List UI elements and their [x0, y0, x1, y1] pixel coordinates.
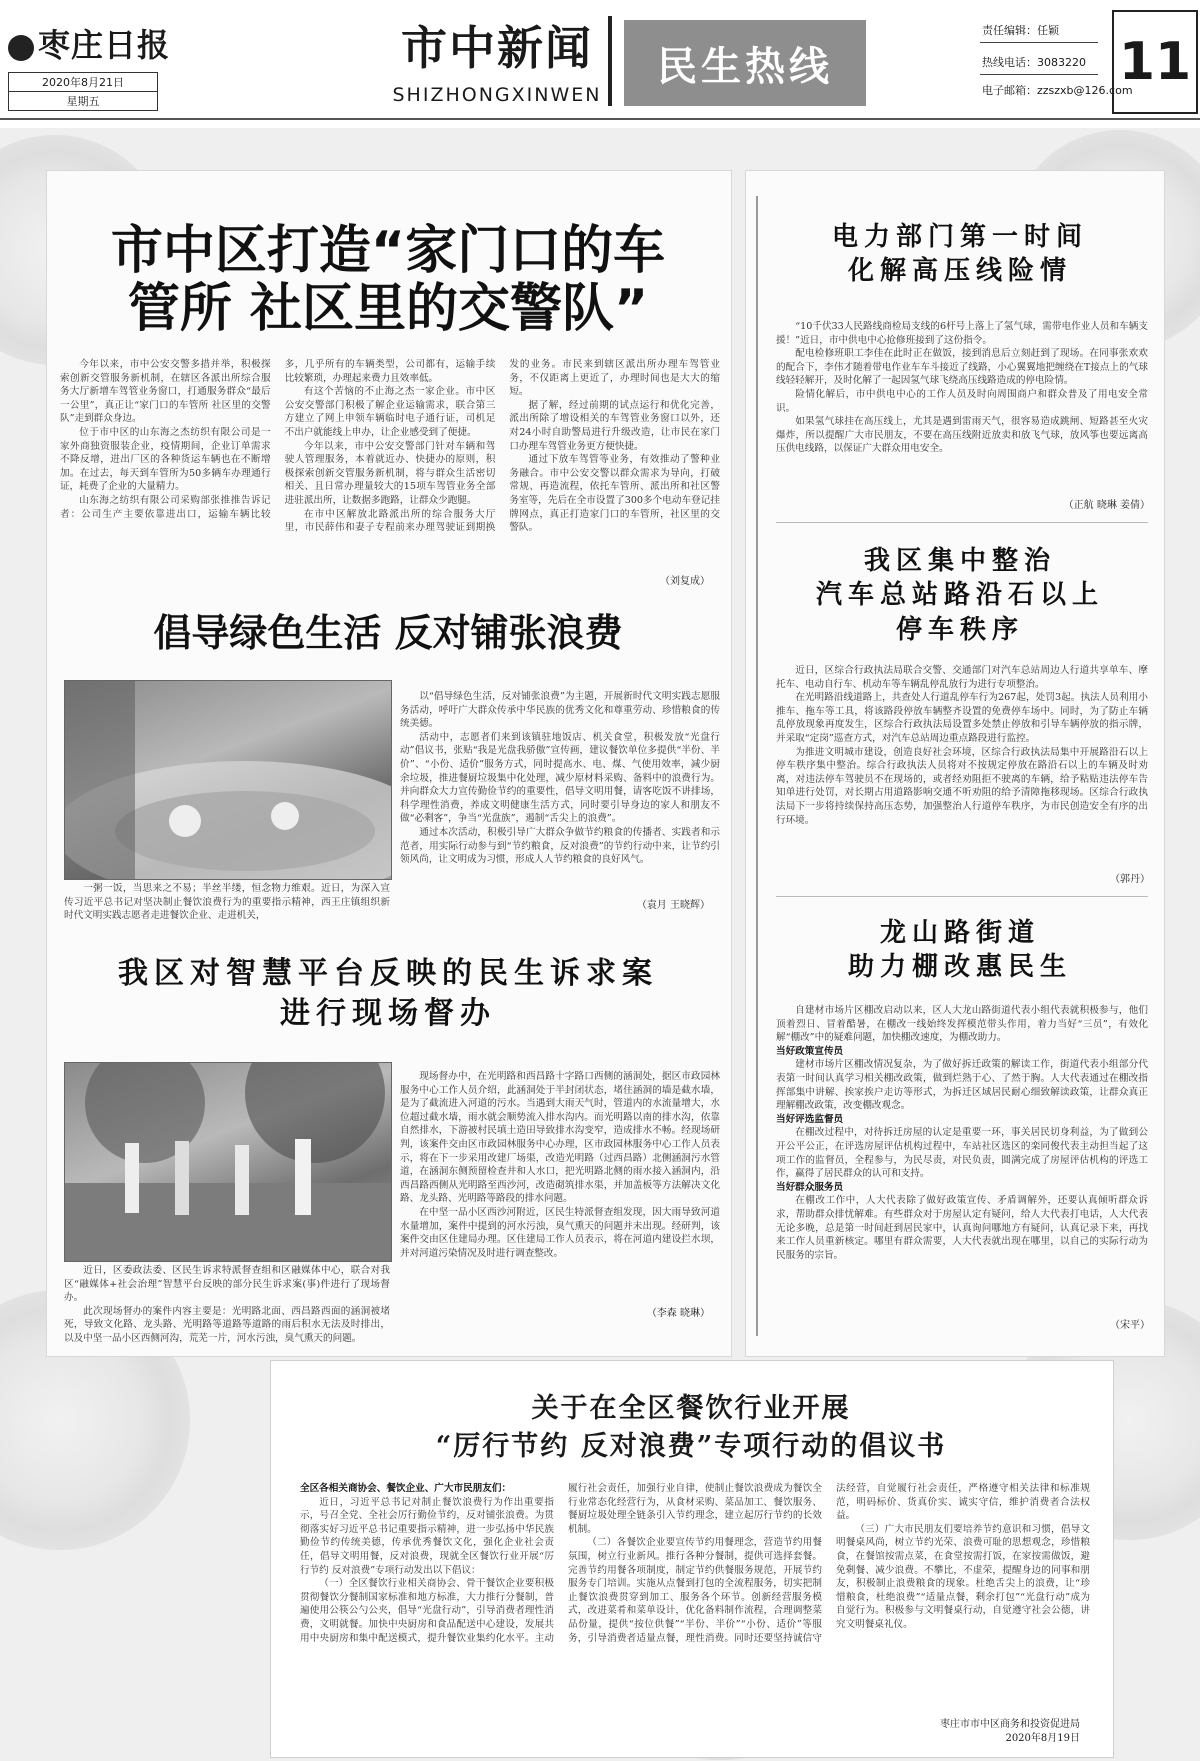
section-pinyin: SHIZHONGXINWEN [392, 84, 602, 106]
paragraph: （二）各餐饮企业要宣传节约用餐理念，营造节约用餐氛围，树立行业新风。推行各种分餐制，提供可选择套餐。完善节约用餐各项制度，制定节约供餐服务规范，开展节约服务专门培训。实施从点餐到打包的全流程服务，切实把制止餐饮浪费贯穿到加工、服务各个环节。创新经营服务模式，改进菜肴和菜单设计，优化备料制作流程，合理调整菜品份量，提供“按位供餐”“半份、半价”“小份、适价”等服务，引导消费者适量点餐，理性消费。同时还要坚持诚信守法经营，自觉履行社会责任，严格遵守相关法律和标准规范，明码标价、货真价实、诚实守信，维护消费者合法权益。 [568, 1483, 1090, 1644]
paragraph: 在棚改工作中，人大代表除了做好政策宣传、矛盾调解外，还要认真倾听群众诉求，帮助群众排忧解难。有些群众对于房屋认定有疑问，给人大代表打电话，人大代表无论多晚，总是第一时间赶到居民家中，认真询问哪地方有疑问，认真记录下来，再找来工作人员重新核定。哪里有群众需要，人大代表就出现在哪里，以自己的实际行动为民服务的宗旨。 [776, 1195, 1148, 1261]
green-article-body [400, 690, 720, 898]
restaurant-table-photo [64, 680, 392, 880]
proposal-headline [270, 1390, 1112, 1466]
headline-line: 管所 社区里的交警队” [127, 279, 649, 340]
hotline-info: 热线电话：3083220 [982, 56, 1086, 69]
paragraph: 建材市场片区棚改情况复杂，为了做好拆迁政策的解读工作，街道代表小组部分代表第一时间认真学习相关棚改政策，做到烂熟于心、了然于胸。人大代表通过在棚改指挥部集中讲解、挨家挨户走访等形式，为拆迁区域居民耐心细致解读政策，让群众真正理解棚改政策，改变棚改观念。 [776, 1059, 1148, 1112]
paragraph: 今年以来，市中公安交警多措并举，积极探索创新交管服务新机制，在辖区各派出所综合服务大厅新增车驾管业务窗口，打通服务群众“最后一公里”，真正让“家门口的车管所 社区里的交警队”走到群众身边。 [60, 359, 271, 425]
subsection-heading: 当好政策宣传员 [776, 1045, 844, 1057]
paragraph: 通过下放车驾管等业务，有效推动了警种业务融合。市中公安交警以群众需求为导向，打破常规、再造流程，依托车管所、派出所和社区警务室等，先后在全市设置了300多个电动车登记挂牌网点，真正打造家门口的车管所，社区里的交警队。 [509, 454, 720, 534]
green-byline: （袁月 王晓辉） [636, 900, 710, 911]
headline-line: 我区对智慧平台反映的民生诉求案 [118, 956, 658, 991]
paragraph: 位于市中区的山东海之杰纺织有限公司是一家外商独资服装企业，疫情期间，企业订单需求不降反增，进出厂区的各种货运车辆也在不断增加。在过去，每天到车管所为50多辆车办理通行证，耗费了企业的大量精力。 [60, 426, 271, 493]
subsection-heading: 当好评选监督员 [776, 1113, 844, 1125]
newspaper-logo [8, 20, 170, 66]
logo-text: 枣庄日报 [38, 26, 171, 64]
sign-date: 2020年8月19日 [1005, 1733, 1080, 1744]
table-photo-illustration [65, 681, 391, 879]
issue-weekday: 星期五 [9, 91, 157, 110]
headline-line: 进行现场督办 [280, 995, 496, 1031]
paragraph: 配电检修班职工李佳在此时正在做饭，接到消息后立刻赶到了现场。在同事张欢欢的配合下，李伟才随着带电作业车车斗接近了线路，小心翼翼地把缠绕在T接点上的气球线轻轻解开，及时化解了一起因氢气球飞绕高压线路造成的停电险情。 [776, 348, 1148, 387]
power-article-headline [760, 220, 1160, 289]
paragraph: 在棚改过程中，对待拆迁房屋的认定是重要一环，事关居民切身利益，为了做到公开公平公正，在评选房屋评估机构过程中，车站社区选区的栾同俊代表主动担当起了这项工作的监督员，全程参与，为民尽责，对民负责，圆满完成了房屋评估机构的评选工作，赢得了居民群众的认可和支持。 [776, 1127, 1148, 1180]
headline-line: 龙山路街道 [879, 918, 1040, 948]
paragraph: 在中坚一品小区西沙河附近，区民生特派督查组发现，因大雨导致河道水量增加，案件中提到的河水污浊，臭气熏天的问题并未出现。经研判，该案件交由区住建局办理。区住建局工作人员表示，将在河道内建设拦水坝，并对河道污染情况及时进行调查整改。 [400, 1206, 720, 1259]
editor-info: 责任编辑：任颖 [982, 24, 1059, 37]
page-number: 11 [1112, 10, 1198, 114]
paragraph: 以“倡导绿色生活，反对铺张浪费”为主题，开展新时代文明实践志愿服务活动，呼吁广大群众传承中华民族的优秀文化和尊重劳动、珍惜粮食的传统美德。 [400, 691, 720, 730]
paragraph: 险情化解后，市中供电中心的工作人员及时向周围商户和群众普及了用电安全常识。 [776, 388, 1148, 414]
smart-platform-byline: （李森 晓琳） [646, 1308, 710, 1319]
logo-emblem-icon [8, 35, 34, 61]
paragraph: 如果氢气球挂在高压线上，尤其是遇到雷雨天气，很容易造成跳闸、短路甚至火灾爆炸，所以提醒广大市民朋友，不要在高压线附近放卖和放飞气球，放风筝也要远离高压供电线路，以保证广大群众用电安全。 [776, 416, 1148, 455]
article-separator [776, 522, 1148, 523]
traffic-article-body [60, 358, 720, 570]
paragraph: 今年以来，市中公安交警部门针对车辆和驾驶人管理服务，本着就近办、快捷办的原则，积极探索创新交管服务新机制，将与群众生活密切相关、且日常办理量较大的15项车驾管业务全部进驻派出所，让数据多跑路，让群众少跑腿。 [284, 440, 496, 506]
paragraph: 通过本次活动，积极引导广大群众争做节约粮食的传播者、实践者和示范者，用实际行动参与到“节约粮食，反对浪费”的节约行动中来，让节约引领风尚，让文明成为习惯，形成人人节约粮食的良好风气。 [400, 826, 720, 866]
longshan-article-headline [760, 916, 1160, 985]
longshan-article-body [776, 1004, 1148, 1314]
headline-line: 化解高压线险情 [847, 256, 1072, 287]
longshan-byline: （宋平） [1110, 1320, 1150, 1331]
paragraph: 在市中区解放北路派出所的综合服务大厅里，市民薛伟和妻子专程前来办理驾驶证到期换发的业务。市民来到辖区派出所办理车驾管业务，不仅距离上更近了，办理时间也是大大的缩短。 [284, 359, 720, 534]
paragraph: 现场督办中，在光明路和西昌路十字路口西侧的涵洞处，据区市政园林服务中心工作人员介绍，此涵洞处于半封闭状态，堵住涵洞的墙是截水墙，是为了截流进入河道的污水。当遇到大雨天气时，管道内的水流量增大，水位超过截水墙，雨水就会顺势流入排水沟内。而光明路以南的排水沟，依靠自然排水，下游被村民填土造田导致排水沟变窄，造成排水不畅。经现场研判，该案件交由区市政园林服务中心办理，区市政园林服务中心工作人员表示，将在下一步采用改建厂场渠，改造光明路（过西昌路）北侧涵洞污水管道，在涵洞东侧预留检查井和人水口，把光明路北侧的雨水接入涵洞内，沿西昌路西侧从光明路至西沙河，改造砌筑排水渠，并加盖板等方法解决文化路、龙头路、光明路等路段的排水问题。 [400, 1071, 720, 1205]
caption-text: 一粥一饭，当思来之不易；半丝半缕，恒念物力维艰。近日，为深入宣传习近平总书记对坚决制止餐饮浪费行为的重要指示精神，西王庄镇组织新时代文明实践志愿者走进餐饮企业、走进机关， [64, 883, 390, 922]
power-byline: （正航 晓琳 姜倩） [1063, 500, 1150, 511]
paragraph: 据了解，经过前期的试点运行和优化完善，派出所除了增设相关的车驾管业务窗口以外，还对24小时自助警局进行升级改造，让市民在家门口办理车驾管业务更方便快捷。 [509, 399, 720, 452]
headline-line: 汽车总站路沿石以上 [815, 580, 1104, 611]
right-column-rule [756, 196, 758, 1336]
green-photo-caption [64, 882, 390, 926]
proposal-body [300, 1482, 1090, 1716]
parking-article-headline [760, 544, 1160, 647]
paragraph: （三）广大市民朋友们要培养节约意识和习惯，倡导文明餐桌风尚，树立节约光荣、浪费可耻的思想观念，珍惜粮食，在餐馆按需点菜，在食堂按需打饭，在家按需做饭，避免剩餐、减少浪费。不攀比，不虚荣，提醒身边的同事和朋友，积极制止浪费粮食的现象。杜绝舌尖上的浪费，让“珍惜粮食，杜绝浪费”“适量点餐，剩余打包”“光盘行动”成为自觉行为。积极参与文明餐桌行动，自觉遵守社会公德，讲究文明餐桌礼仪。 [836, 1523, 1090, 1630]
page-header [0, 0, 1200, 128]
paragraph: （一）全区餐饮行业相关商协会、骨干餐饮企业要积极贯彻餐饮分餐制国家标准和地方标准，大力推行分餐制，普遍使用公筷公勺公夹，倡导“光盘行动”，引导消费者理性消费，文明就餐。加快中央厨房和食品配送中心建设，发展共用中央厨房和集中配送模式，提升餐饮业集约化水平。主动履行社会责任，加强行业自律，使制止餐饮浪费成为餐饮全行业常态化经营行为，从食材采购、菜品加工、餐饮服务、餐厨垃圾处理全链条引入节约理念，建立起厉行节约的长效机制。 [300, 1483, 822, 1644]
parking-byline: （郭丹） [1110, 874, 1150, 885]
headline-line: 关于在全区餐饮行业开展 [531, 1393, 851, 1424]
headline-line: 市中区打造“家门口的车 [110, 221, 666, 281]
paragraph: 近日，习近平总书记对制止餐饮浪费行为作出重要指示，号召全党、全社会厉行勤俭节约，反对铺张浪费。为贯彻落实好习近平总书记重要指示精神，进一步弘扬中华民族勤俭节约传统美德，传承优秀餐饮文化，强化企业社会责任，倡导文明用餐，反对浪费，现就全区餐饮行业开展“厉行节约 反对浪费”专项行动发出以下倡议： [300, 1496, 554, 1576]
headline-line: 停车秩序 [895, 614, 1024, 645]
inspection-photo-illustration [65, 1063, 391, 1261]
date-box [8, 72, 158, 111]
traffic-byline: （刘复成） [660, 576, 710, 587]
green-article-headline: 倡导绿色生活 反对铺张浪费 [153, 611, 623, 655]
traffic-article-headline [52, 222, 724, 338]
paragraph: 山东海之纺织有限公司采购部张推推告诉记者：公司生产主要依靠进出口，运输车辆比较多，几乎所有的车辆类型，公司都有，运输手续比较繁琐，办理起来费力且效率低。 [60, 359, 496, 520]
subsection-heading: 当好群众服务员 [776, 1181, 844, 1193]
headline-line: 助力棚改惠民生 [847, 952, 1072, 983]
paragraph: 近日，区综合行政执法局联合交警、交通部门对汽车总站周边人行道共享单车、摩托车、电动自行车、机动车等车辆乱停乱放行为进行专项整治。 [776, 665, 1148, 690]
signer: 枣庄市市中区商务和投资促进局 [940, 1719, 1080, 1730]
caption-text: 此次现场督办的案件内容主要是：光明路北面、西昌路西面的涵洞被堵死，导致文化路、龙头路、光明路等道路等道路的雨后积水无法及时排出，以及中坚一品小区西侧河沟，荒芜一片，河水污浊，臭气熏天的问题。 [64, 1305, 390, 1344]
info-rule [980, 74, 1098, 75]
paragraph: 在光明路沿线道路上，共查处人行道乱停车行为267起，处罚3起。执法人员利用小推车、拖车等工具，将该路段停放车辆整齐设置的免费停车场中。同时，为了防止车辆乱停放现象再度发生，区综合行政执法局设置多处禁止停放和引导车辆停放的指示牌，并采取“定岗”巡查方式，对汽车总站周边重点路段进行监控。 [776, 692, 1148, 744]
paragraph: “10千伏33人民路线商检局支线的6杆号上落上了氢气球，需带电作业人员和车辆支援！”近日，市中供电中心抢修班接到了这份指令。 [776, 321, 1148, 346]
smart-platform-body [400, 1070, 720, 1300]
caption-text: 近日，区委政法委、区民生诉求特派督查组和区融媒体中心，联合对我区“融媒体+社会治理”智慧平台反映的部分民生诉求案(事)件进行了现场督办。 [64, 1265, 390, 1304]
headline-line: “厉行节约 反对浪费”专项行动的倡议书 [435, 1431, 947, 1462]
paragraph: 活动中，志愿者们来到该镇驻地饭店、机关食堂，积极发放“光盘行动”倡议书，张贴“我是光盘我骄傲”宣传画，建议餐饮单位多提供“半份、半价”、“小份、适价”服务方式，同时提高水、电、煤、气使用效率，减少厨余垃圾，推进餐厨垃圾集中化处理，减少原材料采购、备料中的浪费行为。并向群众大力宣传勤俭节约的重要性，倡导文明用餐，请客吃饭不讲排场，科学理性消费，养成文明健康生活方式，同时要引导身边的家人和朋友不做“必剩客”，争当“光盘族”，遏制“舌尖上的浪费”。 [400, 731, 720, 825]
column-banner: 民生热线 [624, 20, 866, 106]
proposal-salutation: 全区各相关商协会、餐饮企业、广大市民朋友们： [300, 1483, 512, 1494]
header-divider [608, 16, 612, 106]
smart-platform-headline [52, 954, 724, 1033]
email-info: 电子邮箱：zzszxb@126.com [982, 84, 1133, 97]
header-rule [0, 118, 1200, 120]
smart-platform-caption [64, 1264, 390, 1348]
paragraph: 有这个苦恼的不止海之杰一家企业。市中区公安交警部门积极了解企业运输需求，联合第三方建立了网上申领车辆临时电子通行证，司机足不出户就能线上申办，让企业感受到了便捷。 [284, 386, 496, 438]
parking-article-body [776, 664, 1148, 868]
issue-date: 2020年8月21日 [42, 76, 124, 89]
proposal-signature [860, 1718, 1080, 1746]
headline-line: 电力部门第一时间 [831, 222, 1088, 252]
section-title: 市中新闻 [401, 21, 593, 75]
paragraph: 为推进文明城市建设，创造良好社会环境，区综合行政执法局集中开展路沿石以上停车秩序集中整治。综合行政执法人员将对不按规定停放在路沿石以上的车辆及时劝离，对违法停车驾驶员不在现场的，或者经劝阻拒不驶离的车辆，给予粘贴违法停车告知单进行处罚，对长期占用道路影响交通不听劝阻的给予清障拖移现场。区综合行政执法局下一步将持续保持高压态势，加强整治人行道停车秩序，为市民创造安全有序的出行环境。 [776, 746, 1148, 826]
power-article-body [776, 320, 1148, 492]
field-inspection-photo [64, 1062, 392, 1262]
article-separator [776, 896, 1148, 897]
info-rule [980, 42, 1098, 43]
headline-line: 我区集中整治 [863, 546, 1056, 576]
paragraph: 自建材市场片区棚改启动以来，区人大龙山路街道代表小组代表就积极参与，他们顶着烈日、冒着酷暑，在棚改一线始终发挥模范带头作用，着力当好“三员”，有效化解“棚改”中的疑难问题，加快棚改速度，为棚改助力。 [776, 1005, 1148, 1044]
